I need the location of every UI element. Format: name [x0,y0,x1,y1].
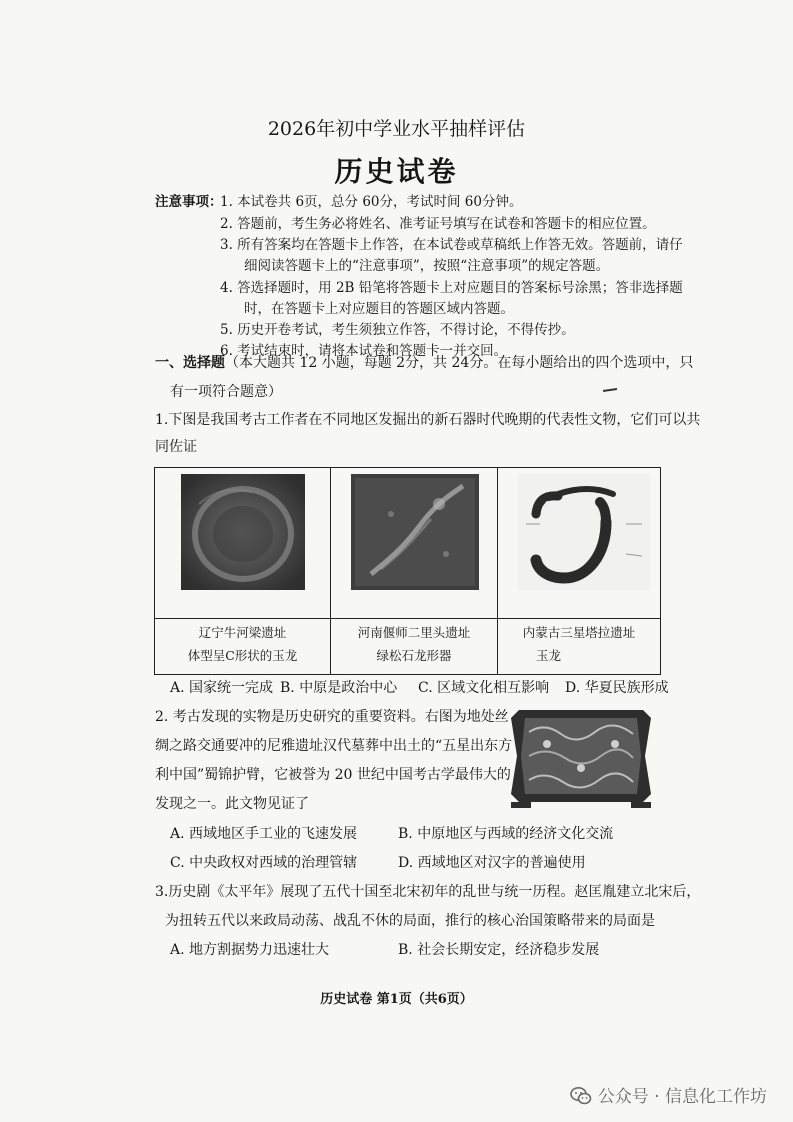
q3-option-a: A. 地方割据势力迅速壮大 [170,942,330,958]
wechat-icon [570,1086,592,1106]
q1-option-a: A. 国家统一完成 [170,680,274,696]
relic-caption-object: 玉龙 [536,648,562,663]
watermark-text: 公众号 · 信息化工作坊 [597,1087,767,1107]
q1-stem-2: 同佐证 [155,439,197,455]
section-heading [155,352,693,372]
q2-option-b: B. 中原地区与西域的经济文化交流 [398,826,614,842]
page-footer: 历史试卷 第1页（共6页） [320,992,473,1007]
relic-image-cell [331,468,498,619]
q2-stem-2: 绸之路交通要冲的尼雅遗址汉代墓葬中出土的“五星出东方 [155,738,513,754]
relic-caption-site: 河南偃师二里头遗址 [357,625,471,640]
relic-caption-site: 内蒙古三星塔拉遗址 [522,625,636,640]
q3-stem: 3.历史剧《太平年》展现了五代十国至北宋初年的乱世与统一历程。赵匡胤建立北宋后， [155,884,701,900]
relic-caption-object: 体型呈C形状的玉龙 [187,648,298,663]
q1-option-d: D. 华夏民族形成 [565,680,669,696]
watermark [570,1082,767,1107]
section-desc-2: 有一项符合题意） [170,384,282,400]
exam-title: 2026年初中学业水平抽样评估 [267,118,526,140]
jade-dragon-sanxingtala-image [518,474,650,590]
notice-item: 细阅读答题卡上的“注意事项”，按照“注意事项”的规定答题。 [244,258,610,274]
relic-table [154,467,661,675]
section-desc: （本大题共 12 小题，每题 2分，共 24分。在每小题给出的四个选项中，只 [225,355,694,371]
q2-option-d: D. 西域地区对汉字的普遍使用 [398,855,586,871]
brocade-armguard-image [505,702,657,810]
notice-item: 时，在答题卡上对应题目的答题区域内答题。 [244,301,514,317]
notice-item: 4. 答选择题时，用 2B 铅笔将答题卡上对应题目的答案标号涂黑；答非选择题 [220,280,683,296]
notice-item: 3. 所有答案均在答题卡上作答，在本试卷或草稿纸上作答无效。答题前，请仔 [220,237,683,253]
relic-image-cell [498,468,661,619]
notice-item: 1. 本试卷共 6页，总分 60分，考试时间 60分钟。 [220,194,523,210]
q1-stem: 1.下图是我国考古工作者在不同地区发掘出的新石器时代晚期的代表性文物，它们可以共 [155,412,701,428]
q2-option-a: A. 西域地区手工业的飞速发展 [170,826,358,842]
relic-caption [498,619,661,675]
q2-stem-3: 利中国”蜀锦护臂，它被誉为 20 世纪中国考古学最伟大的 [155,767,511,783]
notice-item: 6. 考试结束时，请将本试卷和答题卡一并交回。 [220,343,508,359]
notice-label: 注意事项： [155,194,223,210]
q2-stem: 2. 考古发现的实物是历史研究的重要资料。右图为地处丝 [155,709,509,725]
notice-item: 2. 答题前，考生务必将姓名、准考证号填写在试卷和答题卡的相应位置。 [220,216,656,232]
q1-option-b: B. 中原是政治中心 [280,680,398,696]
section-title: 一、选择题 [155,355,225,371]
jade-dragon-niuheliang-image [181,474,305,590]
q2-stem-4: 发现之一。此文物见证了 [155,796,309,812]
relic-caption-object: 绿松石龙形器 [376,648,452,663]
q3-stem-2: 为扭转五代以来政局动荡、战乱不休的局面，推行的核心治国策略带来的局面是 [165,913,655,929]
q3-option-b: B. 社会长期安定，经济稳步发展 [398,942,600,958]
q1-option-c: C. 区域文化相互影响 [418,680,550,696]
notice-item: 5. 历史开卷考试，考生须独立作答，不得讨论，不得传抄。 [220,322,575,338]
turquoise-dragon-erlitou-image [351,474,479,590]
relic-caption-site: 辽宁牛河梁遗址 [198,625,287,640]
relic-image-cell [155,468,331,619]
relic-caption [331,619,498,675]
subject-title: 历史试卷 [334,155,459,188]
relic-caption [155,619,331,675]
stray-mark [603,388,617,392]
q2-option-c: C. 中央政权对西域的治理管辖 [170,855,358,871]
